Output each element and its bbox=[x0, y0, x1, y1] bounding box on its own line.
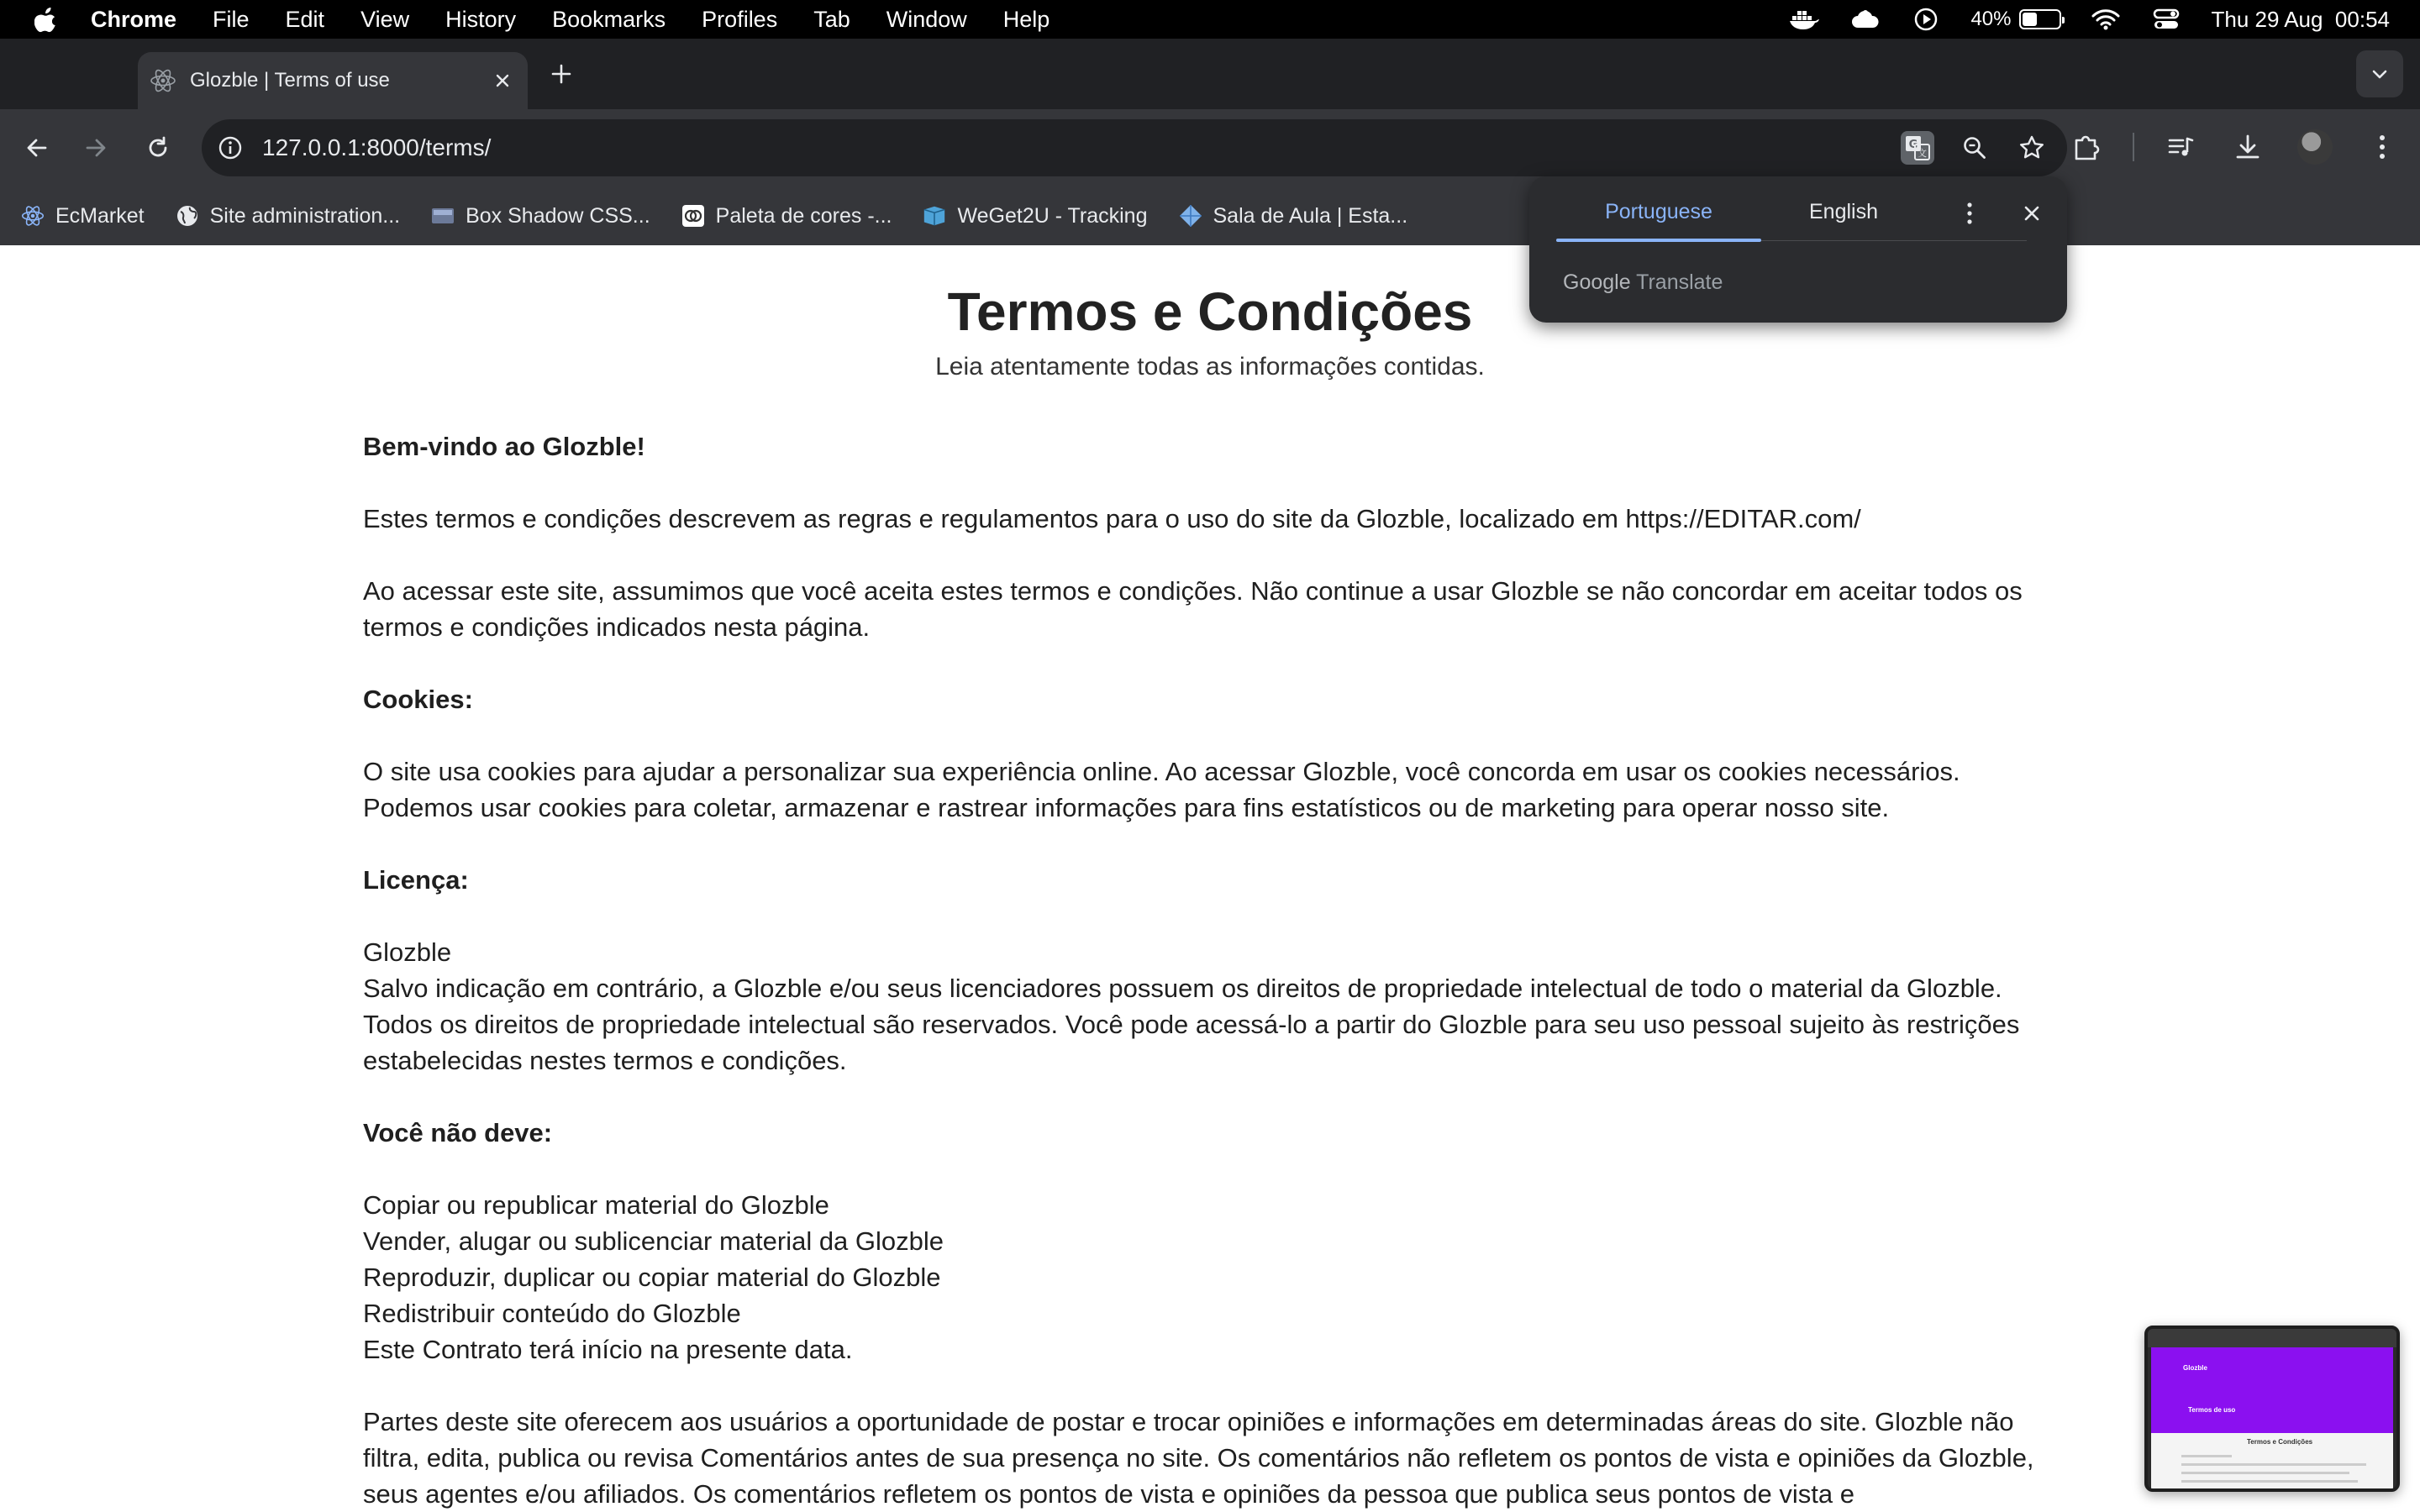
bookmark-label: EcMarket bbox=[55, 203, 145, 228]
license-paragraph: Salvo indicação em contrário, a Glozble e/ou seus licenciadores possuem os direitos de propriedade intelectual de todo o material da Glozble. Todos os direitos de propriedade intelectual são reservados. Você pode acessá-lo a partir do Glozble para seu uso pessoal sujeito às restrições estabelecidas nestes termos e condições. bbox=[363, 974, 2020, 1075]
cloud-icon[interactable] bbox=[1849, 7, 1881, 32]
svg-text:文: 文 bbox=[1918, 148, 1927, 159]
clock[interactable]: Thu 29 Aug 00:54 bbox=[2211, 6, 2390, 32]
address-bar[interactable] bbox=[202, 119, 2067, 176]
wifi-icon[interactable] bbox=[2090, 7, 2122, 32]
toolbar-separator bbox=[2133, 133, 2134, 161]
license-heading: Licença: bbox=[363, 865, 469, 895]
page-viewport bbox=[0, 245, 2420, 1512]
thumbnail-text-line bbox=[2181, 1480, 2358, 1483]
thumbnail-purple-banner bbox=[2151, 1347, 2393, 1433]
reload-button[interactable] bbox=[138, 128, 178, 168]
welcome-heading: Bem-vindo ao Glozble! bbox=[363, 432, 645, 461]
bookmark-item[interactable] bbox=[175, 203, 401, 228]
zoom-icon[interactable] bbox=[1958, 131, 1991, 165]
battery-status[interactable] bbox=[1970, 8, 2061, 31]
thumbnail-banner-title: Termos de uso bbox=[2188, 1406, 2236, 1414]
must-not-heading: Você não deve: bbox=[363, 1118, 553, 1147]
browser-toolbar bbox=[0, 109, 2420, 186]
apple-logo-icon[interactable] bbox=[34, 5, 59, 34]
translate-wordmark: Translate bbox=[1630, 270, 1723, 294]
tab-title: Glozble | Terms of use bbox=[190, 69, 390, 92]
chrome-menu-icon[interactable] bbox=[2361, 126, 2403, 168]
bookmark-item[interactable] bbox=[1178, 203, 1408, 228]
cookies-paragraph: O site usa cookies para ajudar a personalizar sua experiência online. Ao acessar Glozble, você concorda em usar os cookies necessários. Podemos usar cookies para coletar, armazenar e rastrear informações para fins estatísticos ou de marketing para operar nosso site. bbox=[363, 757, 1960, 822]
list-item: Copiar ou republicar material do Glozble bbox=[363, 1190, 829, 1220]
extensions-puzzle-icon[interactable] bbox=[2065, 126, 2107, 168]
menu-history[interactable]: History bbox=[445, 6, 517, 32]
page-subtitle: Leia atentamente todas as informações contidas. bbox=[935, 353, 1485, 381]
menu-edit[interactable]: Edit bbox=[285, 6, 325, 32]
bookmark-label: Sala de Aula | Esta... bbox=[1213, 203, 1408, 228]
list-item: Este Contrato terá início na presente data. bbox=[363, 1335, 853, 1364]
list-item: Redistribuir conteúdo do Glozble bbox=[363, 1299, 741, 1328]
tab-active[interactable] bbox=[138, 52, 528, 109]
battery-percent: 40% bbox=[1970, 8, 2012, 30]
bookmark-label: Site administration... bbox=[209, 203, 401, 228]
bookmark-item[interactable] bbox=[20, 203, 145, 228]
diamond-icon bbox=[1178, 203, 1203, 228]
translate-close-icon[interactable] bbox=[2015, 197, 2049, 230]
bookmark-item[interactable] bbox=[430, 203, 650, 228]
react-favicon-icon bbox=[150, 67, 176, 94]
comments-paragraph: Partes deste site oferecem aos usuários a oportunidade de postar e trocar opiniões e informações em determinadas áreas do site. Glozble não filtra, edita, publica ou revisa Comentários antes de sua presença no site. Os comentários não refletem os pontos de vista e opiniões da Glozble, seus agentes e/ou afiliados. Os comentários refletem os pontos de vista e opiniões da pessoa que publica seus pontos de vista e bbox=[363, 1407, 2034, 1509]
thumbnail-brand: Glozble bbox=[2183, 1364, 2207, 1372]
menu-file[interactable]: File bbox=[213, 6, 250, 32]
truck-icon bbox=[922, 203, 947, 228]
react-icon bbox=[20, 203, 45, 228]
forward-button[interactable] bbox=[76, 128, 116, 168]
globe-icon bbox=[175, 203, 200, 228]
bookmark-item[interactable] bbox=[922, 203, 1147, 228]
tab-strip bbox=[0, 39, 2420, 109]
media-queue-icon[interactable] bbox=[2160, 126, 2202, 168]
palette-icon bbox=[681, 203, 706, 228]
screenshot-thumbnail[interactable] bbox=[2144, 1326, 2400, 1492]
bookmark-label: Paleta de cores -... bbox=[715, 203, 892, 228]
thumbnail-browser-chrome bbox=[2148, 1329, 2396, 1347]
battery-fill bbox=[2023, 13, 2037, 26]
translate-options-icon[interactable] bbox=[1953, 197, 1986, 230]
menu-bookmarks[interactable]: Bookmarks bbox=[552, 6, 666, 32]
box-icon bbox=[430, 203, 455, 228]
translate-icon[interactable] bbox=[1901, 131, 1934, 165]
profile-avatar[interactable] bbox=[2294, 126, 2336, 168]
tab-close-icon[interactable] bbox=[487, 66, 518, 96]
translate-source-language-tab[interactable]: Portuguese bbox=[1605, 200, 1712, 223]
bookmark-label: WeGet2U - Tracking bbox=[957, 203, 1148, 228]
download-icon[interactable] bbox=[2227, 126, 2269, 168]
docker-icon[interactable] bbox=[1789, 7, 1821, 32]
thumbnail-text-line bbox=[2181, 1472, 2349, 1474]
play-circle-icon[interactable] bbox=[1910, 7, 1942, 32]
license-block bbox=[363, 934, 2060, 1079]
menu-help[interactable]: Help bbox=[1002, 6, 1050, 32]
bookmark-star-icon[interactable] bbox=[2015, 131, 2049, 165]
url-text[interactable]: 127.0.0.1:8000/terms/ bbox=[262, 134, 492, 160]
thumbnail-heading: Termos e Condições bbox=[2247, 1438, 2313, 1446]
translate-target-language-tab[interactable]: English bbox=[1809, 200, 1878, 223]
intro-paragraph: Estes termos e condições descrevem as regras e regulamentos para o uso do site da Glozble, localizado em https://EDITAR.com/ bbox=[363, 504, 1861, 533]
google-translate-brand bbox=[1563, 270, 1723, 295]
menu-view[interactable]: View bbox=[360, 6, 410, 32]
bookmark-item[interactable] bbox=[681, 203, 892, 228]
must-not-list bbox=[363, 1187, 2060, 1368]
site-info-icon[interactable] bbox=[215, 133, 245, 163]
new-tab-button[interactable] bbox=[544, 57, 578, 91]
back-button[interactable] bbox=[17, 128, 57, 168]
cookies-heading: Cookies: bbox=[363, 685, 473, 714]
thumbnail-text-line bbox=[2181, 1463, 2366, 1466]
macos-menubar bbox=[0, 0, 2420, 39]
list-item: Reproduzir, duplicar ou copiar material do Glozble bbox=[363, 1263, 941, 1292]
google-wordmark: Google bbox=[1563, 270, 1631, 294]
translate-popup bbox=[1529, 176, 2067, 323]
control-center-icon[interactable] bbox=[2150, 7, 2182, 32]
menu-tab[interactable]: Tab bbox=[813, 6, 850, 32]
page-title: Termos e Condições bbox=[947, 281, 1473, 342]
battery-icon bbox=[2019, 9, 2061, 29]
accept-paragraph: Ao acessar este site, assumimos que você aceita estes termos e condições. Não continue a usar Glozble se não concordar em aceitar todos os termos e condições indicados nesta página. bbox=[363, 576, 2023, 642]
translate-active-indicator bbox=[1556, 239, 1761, 242]
tab-search-button[interactable] bbox=[2356, 50, 2403, 97]
menu-app-name[interactable]: Chrome bbox=[91, 6, 177, 32]
svg-text:G: G bbox=[1908, 139, 1918, 151]
license-name: Glozble bbox=[363, 937, 452, 967]
menu-profiles[interactable]: Profiles bbox=[702, 6, 778, 32]
thumbnail-text-line bbox=[2181, 1455, 2232, 1457]
bookmark-label: Box Shadow CSS... bbox=[466, 203, 650, 228]
menu-window[interactable]: Window bbox=[886, 6, 967, 32]
list-item: Vender, alugar ou sublicenciar material da Glozble bbox=[363, 1226, 944, 1256]
terms-content bbox=[363, 428, 2060, 1512]
